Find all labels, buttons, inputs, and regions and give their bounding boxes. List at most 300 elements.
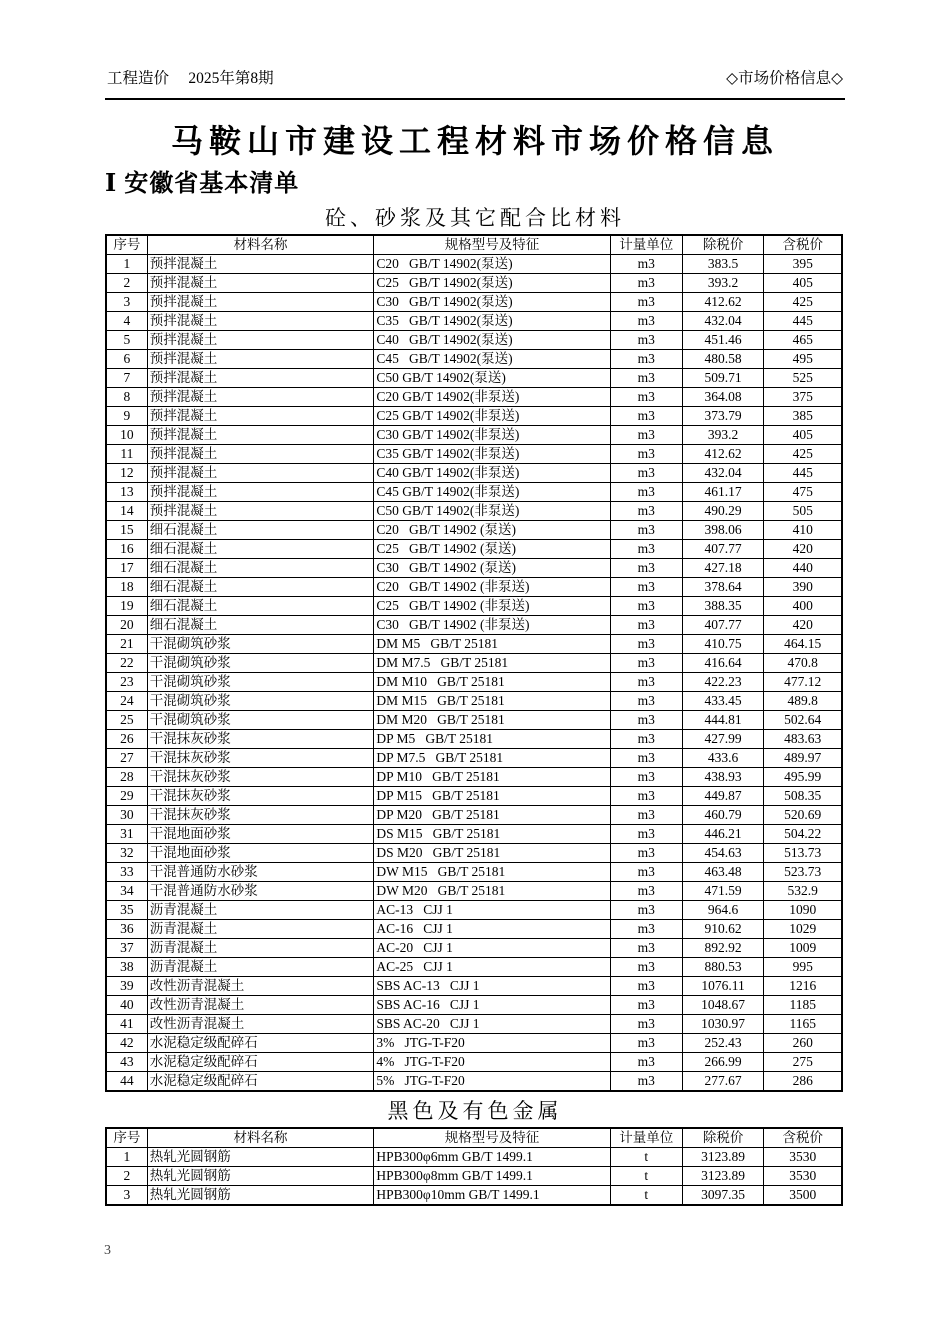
table-cell: C35 GB/T 14902(非泵送) <box>374 445 610 464</box>
table-row <box>106 445 842 464</box>
table-cell: 260 <box>764 1034 842 1053</box>
table-cell: 393.2 <box>682 274 764 293</box>
table-cell: DS M20 GB/T 25181 <box>374 844 610 863</box>
table-cell: 细石混凝土 <box>147 578 374 597</box>
table-cell: AC-20 CJJ 1 <box>374 939 610 958</box>
table-cell: C25 GB/T 14902(泵送) <box>374 274 610 293</box>
table-cell: 1 <box>106 1148 147 1167</box>
table-cell: DP M5 GB/T 25181 <box>374 730 610 749</box>
table-cell: 29 <box>106 787 147 806</box>
table-cell: 31 <box>106 825 147 844</box>
table-cell: 水泥稳定级配碎石 <box>147 1072 374 1092</box>
table-cell: m3 <box>610 464 682 483</box>
table-cell: DM M15 GB/T 25181 <box>374 692 610 711</box>
table-cell: 3123.89 <box>682 1167 764 1186</box>
table-row <box>106 901 842 920</box>
table-cell: 910.62 <box>682 920 764 939</box>
table-cell: 38 <box>106 958 147 977</box>
table-cell: 沥青混凝土 <box>147 920 374 939</box>
table-cell: C45 GB/T 14902(非泵送) <box>374 483 610 502</box>
table-cell: 细石混凝土 <box>147 559 374 578</box>
table-cell: 1076.11 <box>682 977 764 996</box>
table-cell: 沥青混凝土 <box>147 939 374 958</box>
table-cell: C50 GB/T 14902(泵送) <box>374 369 610 388</box>
table-row <box>106 540 842 559</box>
table-cell: 383.5 <box>682 255 764 274</box>
table-cell: 513.73 <box>764 844 842 863</box>
table-cell: AC-16 CJJ 1 <box>374 920 610 939</box>
table-row <box>106 635 842 654</box>
table-cell: 1048.67 <box>682 996 764 1015</box>
table-cell: 490.29 <box>682 502 764 521</box>
table-cell: 286 <box>764 1072 842 1092</box>
table-cell: 438.93 <box>682 768 764 787</box>
column-header: 规格型号及特征 <box>374 235 610 255</box>
table-cell: 5 <box>106 331 147 350</box>
table-cell: DW M20 GB/T 25181 <box>374 882 610 901</box>
table-cell: 33 <box>106 863 147 882</box>
table-cell: 沥青混凝土 <box>147 958 374 977</box>
table-cell: 3530 <box>764 1167 842 1186</box>
table-cell: C30 GB/T 14902(非泵送) <box>374 426 610 445</box>
table-cell: 37 <box>106 939 147 958</box>
table-cell: 495.99 <box>764 768 842 787</box>
table-cell: 40 <box>106 996 147 1015</box>
table-row <box>106 654 842 673</box>
table-cell: 364.08 <box>682 388 764 407</box>
table-cell: DM M10 GB/T 25181 <box>374 673 610 692</box>
column-header: 除税价 <box>682 1128 764 1148</box>
table-row <box>106 730 842 749</box>
table-cell: 3 <box>106 293 147 312</box>
table-cell: 预拌混凝土 <box>147 350 374 369</box>
table-cell: 464.15 <box>764 635 842 654</box>
table-title: 砼、砂浆及其它配合比材料 <box>325 206 625 230</box>
table-cell: 388.35 <box>682 597 764 616</box>
table-cell: m3 <box>610 673 682 692</box>
table-cell: 432.04 <box>682 312 764 331</box>
table-cell: 15 <box>106 521 147 540</box>
table-cell: 445 <box>764 312 842 331</box>
table-row <box>106 483 842 502</box>
table-cell: 502.64 <box>764 711 842 730</box>
table-cell: 预拌混凝土 <box>147 369 374 388</box>
table-cell: m3 <box>610 863 682 882</box>
column-header: 材料名称 <box>147 235 374 255</box>
table-cell: 449.87 <box>682 787 764 806</box>
table-row <box>106 1015 842 1034</box>
table-cell: m3 <box>610 977 682 996</box>
table-cell: 19 <box>106 597 147 616</box>
table-cell: HPB300φ6mm GB/T 1499.1 <box>374 1148 610 1167</box>
table-cell: 干混抹灰砂浆 <box>147 806 374 825</box>
table-cell: DM M7.5 GB/T 25181 <box>374 654 610 673</box>
table-cell: C30 GB/T 14902(泵送) <box>374 293 610 312</box>
table-row <box>106 1034 842 1053</box>
table-cell: 489.97 <box>764 749 842 768</box>
table-row <box>106 502 842 521</box>
table-cell: m3 <box>610 996 682 1015</box>
table-cell: 24 <box>106 692 147 711</box>
section-marker-label: ◇市场价格信息◇ <box>726 70 843 87</box>
table-cell: C50 GB/T 14902(非泵送) <box>374 502 610 521</box>
table-cell: 398.06 <box>682 521 764 540</box>
price-table <box>105 1127 843 1206</box>
table-cell: 干混地面砂浆 <box>147 844 374 863</box>
table-cell: C25 GB/T 14902 (泵送) <box>374 540 610 559</box>
table-cell: m3 <box>610 502 682 521</box>
table-cell: 26 <box>106 730 147 749</box>
table-cell: 483.63 <box>764 730 842 749</box>
table-cell: 13 <box>106 483 147 502</box>
table-cell: m3 <box>610 901 682 920</box>
table-row <box>106 274 842 293</box>
table-cell: 3123.89 <box>682 1148 764 1167</box>
table-cell: 385 <box>764 407 842 426</box>
table-cell: C30 GB/T 14902 (非泵送) <box>374 616 610 635</box>
document-title: 马鞍山市建设工程材料市场价格信息 <box>170 123 779 159</box>
table-cell: m3 <box>610 426 682 445</box>
table-cell: 预拌混凝土 <box>147 312 374 331</box>
table-cell: 433.45 <box>682 692 764 711</box>
column-header: 含税价 <box>764 235 842 255</box>
journal-issue-label: 工程造价 2025年第8期 <box>107 70 274 87</box>
table-cell: 27 <box>106 749 147 768</box>
document-subtitle: Ⅰ 安徽省基本清单 <box>105 171 300 197</box>
table-cell: m3 <box>610 939 682 958</box>
table-cell: 995 <box>764 958 842 977</box>
table-row <box>106 806 842 825</box>
table-cell: t <box>610 1186 682 1206</box>
table-row <box>106 768 842 787</box>
table-row <box>106 1053 842 1072</box>
table-cell: m3 <box>610 274 682 293</box>
table-cell: 39 <box>106 977 147 996</box>
table-cell: 373.79 <box>682 407 764 426</box>
table-cell: 干混抹灰砂浆 <box>147 749 374 768</box>
table-row <box>106 1148 842 1167</box>
table-cell: m3 <box>610 768 682 787</box>
table-cell: m3 <box>610 1053 682 1072</box>
table-cell: 35 <box>106 901 147 920</box>
table-cell: 425 <box>764 293 842 312</box>
table-row <box>106 616 842 635</box>
table-cell: 9 <box>106 407 147 426</box>
price-table <box>105 234 843 1092</box>
table-row <box>106 578 842 597</box>
table-cell: DP M15 GB/T 25181 <box>374 787 610 806</box>
table-cell: 1030.97 <box>682 1015 764 1034</box>
table-row <box>106 369 842 388</box>
table-cell: C25 GB/T 14902 (非泵送) <box>374 597 610 616</box>
table-row <box>106 1072 842 1092</box>
table-cell: 445 <box>764 464 842 483</box>
table-cell: 25 <box>106 711 147 730</box>
table-row <box>106 749 842 768</box>
table-cell: 改性沥青混凝土 <box>147 996 374 1015</box>
table-cell: 532.9 <box>764 882 842 901</box>
table-cell: 432.04 <box>682 464 764 483</box>
table-cell: SBS AC-20 CJJ 1 <box>374 1015 610 1034</box>
table-cell: 8 <box>106 388 147 407</box>
table-row <box>106 673 842 692</box>
table-header-row <box>106 235 842 255</box>
table-cell: m3 <box>610 445 682 464</box>
table-cell: 405 <box>764 426 842 445</box>
table-cell: m3 <box>610 559 682 578</box>
table-row <box>106 597 842 616</box>
table-cell: m3 <box>610 825 682 844</box>
table-cell: 干混砌筑砂浆 <box>147 692 374 711</box>
table-cell: 41 <box>106 1015 147 1034</box>
table-row <box>106 312 842 331</box>
table-cell: 440 <box>764 559 842 578</box>
table-row <box>106 977 842 996</box>
page-number: 3 <box>104 1243 111 1258</box>
table-cell: 477.12 <box>764 673 842 692</box>
table-cell: 预拌混凝土 <box>147 331 374 350</box>
table-cell: C35 GB/T 14902(泵送) <box>374 312 610 331</box>
table-cell: m3 <box>610 749 682 768</box>
table-cell: 1185 <box>764 996 842 1015</box>
running-header <box>105 66 845 100</box>
table-cell: 427.99 <box>682 730 764 749</box>
table-cell: C30 GB/T 14902 (泵送) <box>374 559 610 578</box>
table-title: 黑色及有色金属 <box>387 1099 563 1123</box>
table-cell: m3 <box>610 806 682 825</box>
table-cell: 1029 <box>764 920 842 939</box>
table-cell: 21 <box>106 635 147 654</box>
table-cell: 预拌混凝土 <box>147 255 374 274</box>
table-cell: 412.62 <box>682 445 764 464</box>
table-cell: DP M7.5 GB/T 25181 <box>374 749 610 768</box>
table-cell: m3 <box>610 1034 682 1053</box>
table-cell: 干混砌筑砂浆 <box>147 654 374 673</box>
table-cell: m3 <box>610 312 682 331</box>
table-cell: 454.63 <box>682 844 764 863</box>
table-row <box>106 521 842 540</box>
table-cell: m3 <box>610 692 682 711</box>
table-cell: m3 <box>610 844 682 863</box>
table-cell: m3 <box>610 1015 682 1034</box>
table-row <box>106 293 842 312</box>
table-cell: 505 <box>764 502 842 521</box>
table-cell: 干混砌筑砂浆 <box>147 673 374 692</box>
table-cell: 420 <box>764 616 842 635</box>
table-cell: 508.35 <box>764 787 842 806</box>
table-cell: 22 <box>106 654 147 673</box>
table-cell: 410 <box>764 521 842 540</box>
table-cell: 465 <box>764 331 842 350</box>
table-cell: 375 <box>764 388 842 407</box>
table-cell: C45 GB/T 14902(泵送) <box>374 350 610 369</box>
table-cell: 干混抹灰砂浆 <box>147 730 374 749</box>
table-cell: DM M5 GB/T 25181 <box>374 635 610 654</box>
table-row <box>106 844 842 863</box>
table-cell: 预拌混凝土 <box>147 483 374 502</box>
table-row <box>106 692 842 711</box>
table-cell: DS M15 GB/T 25181 <box>374 825 610 844</box>
table-cell: C20 GB/T 14902(泵送) <box>374 255 610 274</box>
table-row <box>106 407 842 426</box>
table-row <box>106 559 842 578</box>
table-row <box>106 711 842 730</box>
table-cell: 277.67 <box>682 1072 764 1092</box>
table-cell: 6 <box>106 350 147 369</box>
table-cell: 451.46 <box>682 331 764 350</box>
table-cell: 5% JTG-T-F20 <box>374 1072 610 1092</box>
table-cell: 7 <box>106 369 147 388</box>
table-row <box>106 787 842 806</box>
table-cell: m3 <box>610 350 682 369</box>
table-cell: 1090 <box>764 901 842 920</box>
table-cell: 干混普通防水砂浆 <box>147 863 374 882</box>
table-row <box>106 958 842 977</box>
table-cell: 407.77 <box>682 616 764 635</box>
table-cell: m3 <box>610 540 682 559</box>
column-header: 计量单位 <box>610 1128 682 1148</box>
table-cell: 20 <box>106 616 147 635</box>
table-cell: 热轧光圆钢筋 <box>147 1148 374 1167</box>
table-cell: C20 GB/T 14902 (泵送) <box>374 521 610 540</box>
table-cell: 416.64 <box>682 654 764 673</box>
price-tables-container <box>105 205 845 1206</box>
table-cell: 461.17 <box>682 483 764 502</box>
table-cell: 热轧光圆钢筋 <box>147 1167 374 1186</box>
table-cell: 470.8 <box>764 654 842 673</box>
table-cell: 干混抹灰砂浆 <box>147 768 374 787</box>
table-cell: 463.48 <box>682 863 764 882</box>
table-cell: 预拌混凝土 <box>147 274 374 293</box>
column-header: 规格型号及特征 <box>374 1128 610 1148</box>
table-row <box>106 882 842 901</box>
table-cell: 细石混凝土 <box>147 540 374 559</box>
table-cell: 34 <box>106 882 147 901</box>
table-cell: 964.6 <box>682 901 764 920</box>
table-cell: 预拌混凝土 <box>147 407 374 426</box>
table-cell: 细石混凝土 <box>147 521 374 540</box>
table-cell: m3 <box>610 388 682 407</box>
table-cell: 32 <box>106 844 147 863</box>
table-cell: 446.21 <box>682 825 764 844</box>
table-cell: AC-13 CJJ 1 <box>374 901 610 920</box>
table-cell: 细石混凝土 <box>147 597 374 616</box>
table-cell: SBS AC-13 CJJ 1 <box>374 977 610 996</box>
table-cell: 44 <box>106 1072 147 1092</box>
table-cell: 改性沥青混凝土 <box>147 977 374 996</box>
table-cell: 28 <box>106 768 147 787</box>
column-header: 计量单位 <box>610 235 682 255</box>
table-cell: 471.59 <box>682 882 764 901</box>
table-row <box>106 350 842 369</box>
table-cell: t <box>610 1148 682 1167</box>
table-cell: 525 <box>764 369 842 388</box>
table-cell: 3097.35 <box>682 1186 764 1206</box>
table-cell: m3 <box>610 616 682 635</box>
document-page <box>105 0 845 1206</box>
table-header-row <box>106 1128 842 1148</box>
table-cell: 1216 <box>764 977 842 996</box>
table-cell: 405 <box>764 274 842 293</box>
table-cell: t <box>610 1167 682 1186</box>
table-cell: 378.64 <box>682 578 764 597</box>
table-cell: 10 <box>106 426 147 445</box>
table-cell: 2 <box>106 274 147 293</box>
table-cell: 412.62 <box>682 293 764 312</box>
table-cell: C40 GB/T 14902(泵送) <box>374 331 610 350</box>
table-cell: 沥青混凝土 <box>147 901 374 920</box>
table-row <box>106 464 842 483</box>
table-cell: m3 <box>610 711 682 730</box>
table-cell: 30 <box>106 806 147 825</box>
table-cell: m3 <box>610 920 682 939</box>
table-cell: DP M10 GB/T 25181 <box>374 768 610 787</box>
table-row <box>106 331 842 350</box>
table-cell: SBS AC-16 CJJ 1 <box>374 996 610 1015</box>
table-row <box>106 996 842 1015</box>
table-cell: 12 <box>106 464 147 483</box>
table-cell: 1165 <box>764 1015 842 1034</box>
table-cell: DW M15 GB/T 25181 <box>374 863 610 882</box>
table-cell: m3 <box>610 521 682 540</box>
table-cell: 444.81 <box>682 711 764 730</box>
table-cell: m3 <box>610 958 682 977</box>
table-cell: m3 <box>610 483 682 502</box>
table-cell: 热轧光圆钢筋 <box>147 1186 374 1206</box>
column-header: 材料名称 <box>147 1128 374 1148</box>
table-cell: 410.75 <box>682 635 764 654</box>
table-cell: m3 <box>610 654 682 673</box>
table-cell: C40 GB/T 14902(非泵送) <box>374 464 610 483</box>
table-cell: AC-25 CJJ 1 <box>374 958 610 977</box>
table-cell: 460.79 <box>682 806 764 825</box>
table-row <box>106 863 842 882</box>
table-cell: 23 <box>106 673 147 692</box>
table-cell: 干混抹灰砂浆 <box>147 787 374 806</box>
table-cell: C20 GB/T 14902 (非泵送) <box>374 578 610 597</box>
table-cell: 3500 <box>764 1186 842 1206</box>
table-cell: 43 <box>106 1053 147 1072</box>
table-cell: HPB300φ10mm GB/T 1499.1 <box>374 1186 610 1206</box>
table-cell: 干混砌筑砂浆 <box>147 635 374 654</box>
table-row <box>106 920 842 939</box>
table-cell: m3 <box>610 331 682 350</box>
table-cell: 880.53 <box>682 958 764 977</box>
table-cell: 16 <box>106 540 147 559</box>
table-cell: 36 <box>106 920 147 939</box>
table-cell: 预拌混凝土 <box>147 293 374 312</box>
column-header: 除税价 <box>682 235 764 255</box>
table-cell: 407.77 <box>682 540 764 559</box>
table-cell: 11 <box>106 445 147 464</box>
table-cell: 489.8 <box>764 692 842 711</box>
table-cell: 预拌混凝土 <box>147 445 374 464</box>
table-cell: 3% JTG-T-F20 <box>374 1034 610 1053</box>
table-cell: m3 <box>610 293 682 312</box>
table-cell: 4 <box>106 312 147 331</box>
table-cell: 395 <box>764 255 842 274</box>
table-cell: 266.99 <box>682 1053 764 1072</box>
table-cell: 523.73 <box>764 863 842 882</box>
table-cell: 干混砌筑砂浆 <box>147 711 374 730</box>
table-cell: 17 <box>106 559 147 578</box>
table-cell: 改性沥青混凝土 <box>147 1015 374 1034</box>
table-cell: 390 <box>764 578 842 597</box>
table-cell: 509.71 <box>682 369 764 388</box>
table-row <box>106 388 842 407</box>
table-cell: m3 <box>610 597 682 616</box>
table-cell: m3 <box>610 578 682 597</box>
